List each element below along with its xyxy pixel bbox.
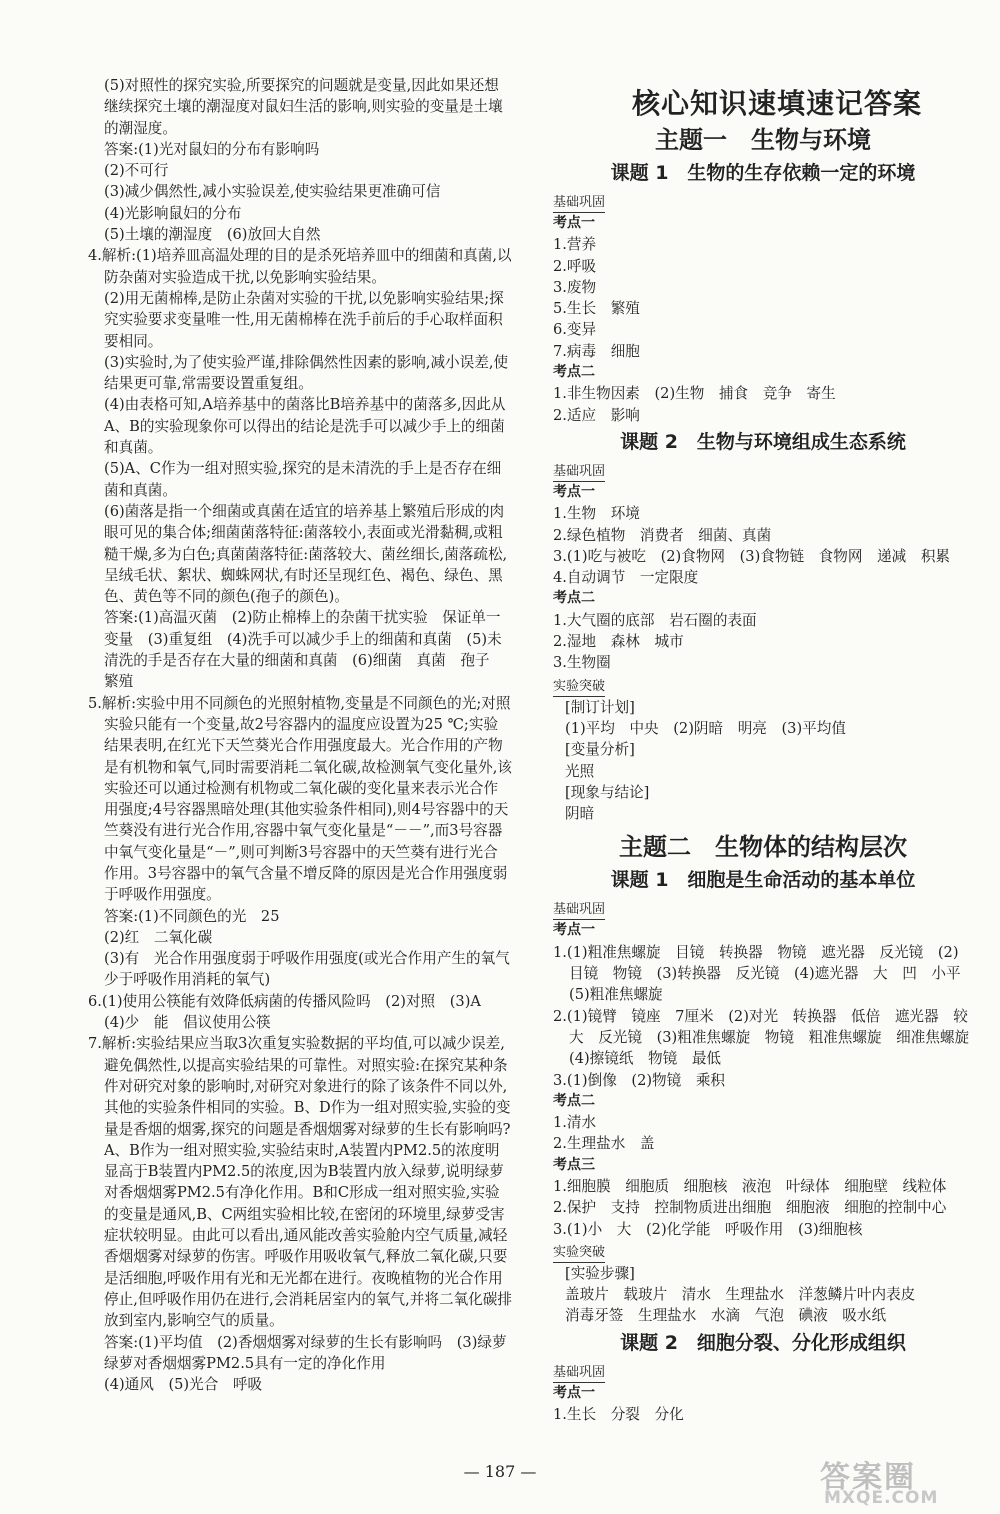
answer-paragraph: 6.(1)使用公筷能有效降低病菌的传播风险吗 (2)对照 (3)A (4)少 能 倡议使用公筷 [88,992,496,1032]
answer-line: 光照 [565,762,595,780]
answer-line: 消毒牙签 生理盐水 水滴 气泡 碘液 吸水纸 [565,1307,887,1325]
kaodian-label: 考点二 [553,590,595,607]
answer-paragraph: (3)实验时,为了使实验严谨,排除偶然性因素的影响,减小误差,使结果更可靠,常需要设置重复组。 [104,353,509,393]
answer-paragraph: (5)对照性的探究实验,所要探究的问题就是变量,因此如果还想继续探究土壤的潮湿度对鼠妇生活的影响,则实验的变量是土壤的潮湿度。 [104,77,503,137]
topic1-lesson2-title: 课题 2 生物与环境组成生态系统 [620,430,906,453]
answer-line: [制订计划] [565,698,635,716]
kaodian-label: 考点一 [553,483,595,500]
answer-line: (1)平均 中央 (2)阴暗 明亮 (3)平均值 [565,719,846,737]
page-number: — 187 — [463,1462,537,1481]
left-column [88,75,522,1395]
answer-line: 3.(1)小 大 (2)化学能 呼吸作用 (3)细胞核 [553,1220,863,1238]
section-tag: 基础巩固 [553,1364,605,1383]
answer-line: 3.(1)吃与被吃 (2)食物网 (3)食物链 食物网 递减 积累 [553,547,951,565]
answer-line: [实验步骤] [565,1264,635,1282]
kaodian-label: 考点一 [553,1384,595,1401]
answer-line: 5.生长 繁殖 [553,300,640,318]
kaodian-label: 考点二 [553,364,595,381]
answer-line: 1.非生物因素 (2)生物 捕食 竞争 寄生 [553,385,836,403]
kaodian-label: 考点三 [553,1156,595,1173]
answer-paragraph: (4)光影响鼠妇的分布 [104,204,242,222]
answers-title: 核心知识速填速记答案 [631,87,922,120]
kaodian-label: 考点二 [553,1092,595,1109]
answer-line: [变量分析] [565,741,635,759]
answer-paragraph: 答案:(1)不同颜色的光 25 [104,907,280,925]
answer-paragraph: (5)土壤的潮湿度 (6)放回大自然 [104,226,321,244]
topic2-lesson2-title: 课题 2 细胞分裂、分化形成组织 [620,1331,906,1354]
answer-line: 2.(1)镜臂 镜座 7厘米 (2)对光 转换器 低倍 遮光器 较大 反光镜 (3)粗准焦螺旋 物镜 粗准焦螺旋 细准焦螺旋 (4)擦镜纸 物镜 最低 [553,1007,984,1068]
answer-line: 2.保护 支持 控制物质进出细胞 细胞液 细胞的控制中心 [553,1199,947,1217]
section-tag: 基础巩固 [553,194,605,213]
answer-line: 阴暗 [565,805,595,823]
right-column [553,75,984,1425]
answer-paragraph: (3)有 光合作用强度弱于呼吸作用强度(或光合作用产生的氧气少于呼吸作用消耗的氧气) [104,950,510,989]
answer-line: 2.绿色植物 消费者 细菌、真菌 [553,526,772,544]
answer-paragraph: (5)A、C作为一组对照实验,探究的是未清洗的手上是否存在细菌和真菌。 [104,460,502,499]
kaodian-label: 考点一 [553,215,595,231]
answer-line: 1.生长 分裂 分化 [553,1406,684,1424]
section-tag: 基础巩固 [553,463,605,482]
section-tag: 实验突破 [553,678,605,697]
answer-paragraph: 答案:(1)高温灭菌 (2)防止棉棒上的杂菌干扰实验 保证单一变量 (3)重复组 (4)洗手可以减少手上的细菌和真菌 (5)未清洗的手是否存在大量的细菌和真菌 (6)细菌 真菌 孢子 繁殖 [104,609,505,691]
answer-line: 1.细胞膜 细胞质 细胞核 液泡 叶绿体 细胞壁 线粒体 [553,1177,947,1195]
watermark-logo: 答案圈 [820,1460,916,1495]
answer-line: 3.生物圈 [553,654,611,672]
topic2-lesson1-title: 课题 1 细胞是生命活动的基本单位 [610,869,916,892]
answer-line: 1.大气圈的底部 岩石圈的表面 [553,611,757,629]
answer-paragraph: 5.解析:实验中用不同颜色的光照射植物,变量是不同颜色的光;对照实验只能有一个变量,故2号容器内的温度应设置为25 ℃;实验结果表明,在红光下天竺葵光合作用强度最大。光合作用的产物是有机物和氧气,同时需要消耗二氧化碳,故检测氧气变化量外,该实验还可以通过检测有机物或二氧化碳的变化量来表示光合作用强度;4号容器黑暗处理(其他实验条件相同),则4号容器中的天竺葵没有进行光合作用,容器中氧气变化量是“－－”,而3号容器中氧气变化量是“－”,则可判断3号容器中的天竺葵有进行光合作用。3号容器中的氧气含量不增反降的原因是光合作用强度弱于呼吸作用强度。 [88,694,512,904]
answer-paragraph: 7.解析:实验结果应当取3次重复实验数据的平均值,可以减少误差,避免偶然性,以提高实验结果的可靠性。对照实验:在探究某种条件对研究对象的影响时,对研究对象进行的除了该条件不同以外,其他的实验条件相同的实验。B、D作为一组对照实验,实验的变量是香烟的烟雾,探究的问题是香烟烟雾对绿萝的生长有影响吗?A、B作为一组对照实验,实验结束时,A装置内PM2.5的浓度明显高于B装置内PM2.5的浓度,因为B装置内放入绿萝,说明绿萝对香烟烟雾PM2.5有净化作用。B和C形成一组对照实验,实验的变量是通风,B、C两组实验相比较,在密闭的环境里,绿萝受害症状较明显。由此可以看出,通风能改善实验舱内空气质量,减轻香烟烟雾对绿萝的伤害。呼吸作用吸收氧气,释放二氧化碳,只要是活细胞,呼吸作用有光和无光都在进行。夜晚植物的光合作用停止,但呼吸作用仍在进行,会消耗居室内的氧气,并将二氧化碳排放到室内,影响空气的质量。 [88,1035,512,1330]
answer-line: 盖玻片 载玻片 清水 生理盐水 洋葱鳞片叶内表皮 [565,1286,916,1304]
section-tag: 基础巩固 [553,901,605,920]
answer-paragraph: 4.解析:(1)培养皿高温处理的目的是杀死培养皿中的细菌和真菌,以防杂菌对实验造成干扰,以免影响实验结果。 [88,247,512,286]
answer-line: 2.适应 影响 [553,406,640,424]
answer-paragraph: (6)菌落是指一个细菌或真菌在适宜的培养基上繁殖后形成的肉眼可见的集合体;细菌菌落特征:菌落较小,表面或光滑黏稠,或粗糙干燥,多为白色;真菌菌落特征:菌落较大、菌丝细长,菌落疏松,呈绒毛状、絮状、蜘蛛网状,有时还呈现红色、褐色、绿色、黑色、黄色等不同的颜色(孢子的颜色)。 [104,502,508,606]
watermark-url: MXQE.COM [824,1488,939,1508]
answer-paragraph: 答案:(1)光对鼠妇的分布有影响吗 [104,140,320,158]
answer-paragraph: (3)减少偶然性,减小实验误差,使实验结果更准确可信 [104,183,441,201]
answer-line: 1.(1)粗准焦螺旋 目镜 转换器 物镜 遮光器 反光镜 (2)目镜 物镜 (3)转换器 反光镜 (4)遮光器 大 凹 小平 (5)粗准焦螺旋 [553,943,976,1004]
section-tag: 实验突破 [553,1244,605,1263]
topic2-title: 主题二 生物体的结构层次 [619,833,907,862]
answer-paragraph: (4)由表格可知,A培养基中的菌落比B培养基中的菌落多,因此从A、B的实验现象你可以得出的结论是洗手可以减少手上的细菌和真菌。 [104,396,506,457]
answer-line: [现象与结论] [565,783,650,801]
answer-line: 2.湿地 森林 城市 [553,633,684,651]
answer-paragraph: (4)通风 (5)光合 呼吸 [104,1376,263,1394]
answer-paragraph: (2)用无菌棉棒,是防止杂菌对实验的干扰,以免影响实验结果;探究实验要求变量唯一性,用无菌棉棒在洗手前后的手心取样面积要相同。 [104,289,504,350]
answer-line: 7.病毒 细胞 [553,342,640,360]
answer-line: 1.营养 [553,236,597,254]
answer-line: 6.变异 [553,321,597,339]
answer-line: 2.生理盐水 盖 [553,1135,655,1153]
answer-line: 2.呼吸 [553,257,597,275]
answer-line: 1.生物 环境 [553,505,640,523]
topic1-title: 主题一 生物与环境 [655,126,871,154]
answer-paragraph: (2)不可行 [104,162,169,180]
answer-paragraph: 答案:(1)平均值 (2)香烟烟雾对绿萝的生长有影响吗 (3)绿萝 绿萝对香烟烟雾PM2.5具有一定的净化作用 [104,1333,522,1372]
kaodian-label: 考点一 [553,922,595,939]
answer-line: 3.废物 [553,278,597,296]
answer-line: 4.自动调节 一定限度 [553,569,699,587]
topic1-lesson1-title: 课题 1 生物的生存依赖一定的环境 [610,162,916,184]
answer-line: 1.清水 [553,1114,597,1132]
answer-line: 3.(1)倒像 (2)物镜 乘积 [553,1071,726,1089]
answer-paragraph: (2)红 二氧化碳 [104,928,213,946]
